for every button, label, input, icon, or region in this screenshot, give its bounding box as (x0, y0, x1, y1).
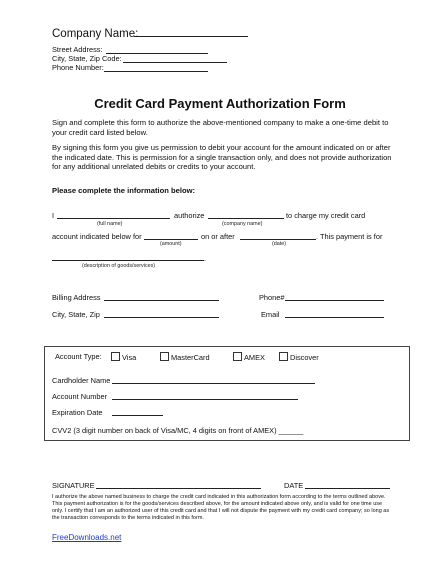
account-number-field[interactable] (112, 399, 298, 400)
email-field[interactable] (285, 317, 384, 318)
phone-number-field[interactable] (104, 71, 208, 72)
discover-label: Discover (290, 353, 319, 362)
description-caption: (description of goods/services) (82, 263, 156, 269)
city-state-zip-label: City, State, Zip Code: (52, 54, 122, 63)
billing-address-field[interactable] (104, 300, 219, 301)
mastercard-option[interactable] (160, 352, 210, 362)
discover-option[interactable] (279, 352, 319, 362)
account-type-label: Account Type: (55, 352, 102, 361)
amex-option[interactable] (233, 352, 265, 362)
cardholder-name-field[interactable] (112, 383, 315, 384)
expiration-date-label: Expiration Date (52, 408, 103, 417)
company-name-label: Company Name: (52, 28, 139, 40)
payment-for-label: . This payment is for (316, 232, 383, 241)
form-title: Credit Card Payment Authorization Form (94, 96, 346, 111)
company-name-caption: (company name) (222, 221, 263, 227)
auth-i-label: I (52, 211, 55, 220)
disclaimer-text: I authorize the above named business to charge the credit card indicated in this authorization form according to the terms outlined above. This payment authorization is for the goods/services described above, for the amount indicated above only, and is valid for one time use only. I certify that I am an authorized user of this credit card and that I will not dispute the payment with my credit card company; so long as the transaction corresponds to the terms indicated in this form. (52, 494, 390, 521)
amex-label: AMEX (244, 353, 265, 362)
city-state-zip-field[interactable] (123, 62, 227, 63)
cvv2-label: CVV2 (3 digit number on back of Visa/MC, 4 digits on front of AMEX) ______ (52, 426, 304, 435)
discover-checkbox[interactable] (279, 352, 288, 361)
full-name-field[interactable] (57, 218, 170, 219)
full-name-caption: (full name) (97, 221, 123, 227)
auth-authorize-label: authorize (174, 211, 205, 220)
description-period: . (204, 254, 207, 263)
on-or-after-label: on or after (201, 232, 235, 241)
footer-link[interactable]: FreeDownloads.net (52, 533, 122, 542)
signature-date-field[interactable] (305, 488, 390, 489)
cardholder-name-label: Cardholder Name (52, 376, 111, 385)
company-name-field[interactable] (134, 36, 248, 37)
amount-field[interactable] (144, 239, 198, 240)
signature-date-label: DATE (284, 481, 304, 490)
street-address-label: Street Address: (52, 45, 103, 54)
billing-city-label: City, State, Zip (52, 310, 100, 319)
consent-paragraph: By signing this form you give us permission to debit your account for the amount indicated on or after the indicated date. This is permission for a single transaction only, and does not provide authorization for any additional unrelated debits or credits to your account. (52, 143, 392, 172)
date-field[interactable] (240, 239, 316, 240)
signature-field[interactable] (96, 488, 261, 489)
account-below-label: account indicated below for (52, 232, 142, 241)
billing-address-label: Billing Address (52, 293, 101, 302)
visa-checkbox[interactable] (111, 352, 120, 361)
visa-option[interactable] (111, 352, 136, 362)
amex-checkbox[interactable] (233, 352, 242, 361)
phone-number-label: Phone Number: (52, 63, 104, 72)
company-name-auth-field[interactable] (208, 218, 284, 219)
amount-caption: (amount) (160, 241, 182, 247)
intro-paragraph: Sign and complete this form to authorize the above-mentioned company to make a one-time debit to your credit card listed below. (52, 118, 389, 137)
expiration-date-field[interactable] (112, 415, 163, 416)
mastercard-label: MasterCard (171, 353, 210, 362)
phone-field[interactable] (285, 300, 384, 301)
signature-label: SIGNATURE (52, 481, 95, 490)
instruction-text: Please complete the information below: (52, 186, 196, 195)
description-field[interactable] (52, 260, 204, 261)
date-caption: (date) (272, 241, 287, 247)
phone-label: Phone# (259, 293, 285, 302)
mastercard-checkbox[interactable] (160, 352, 169, 361)
visa-label: Visa (122, 353, 137, 362)
auth-to-charge-label: to charge my credit card (286, 211, 366, 220)
billing-city-field[interactable] (104, 317, 219, 318)
account-number-label: Account Number (52, 392, 108, 401)
email-label: Email (261, 310, 280, 319)
